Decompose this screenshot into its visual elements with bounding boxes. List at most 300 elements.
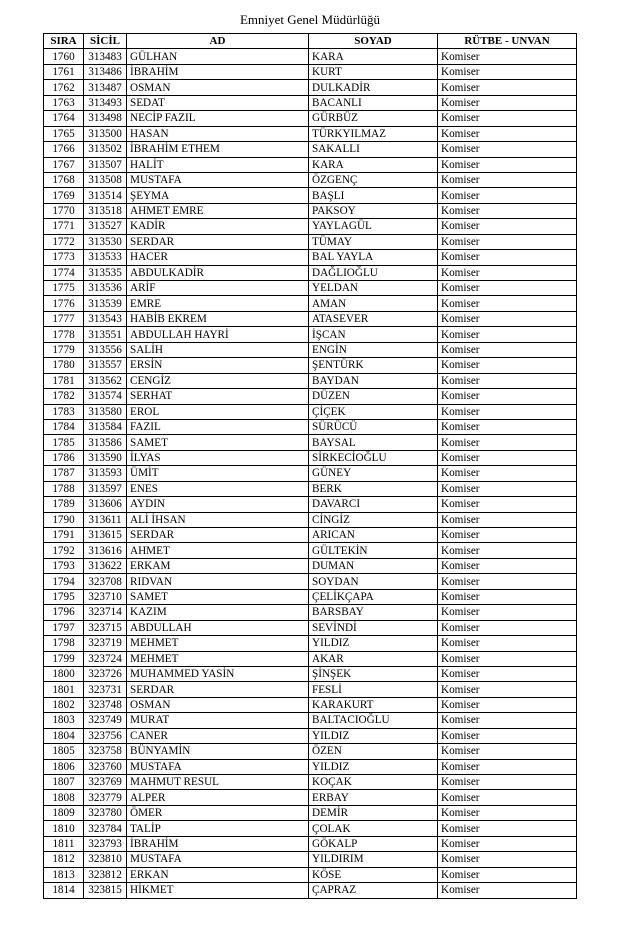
cell-ad: SERHAT: [127, 389, 309, 404]
table-row: [44, 296, 577, 311]
cell-soyad: YILDIZ: [309, 759, 438, 774]
cell-soyad: KÖSE: [309, 867, 438, 882]
table-row: [44, 697, 577, 712]
cell-rutbe-unvan: Komiser: [438, 419, 577, 434]
cell-sira: 1773: [44, 250, 84, 265]
cell-soyad: CİNGİZ: [309, 512, 438, 527]
cell-ad: ERKAN: [127, 867, 309, 882]
cell-ad: MUSTAFA: [127, 172, 309, 187]
cell-sira: 1771: [44, 219, 84, 234]
cell-sicil: 313514: [84, 188, 127, 203]
cell-ad: MEHMET: [127, 651, 309, 666]
cell-sira: 1774: [44, 265, 84, 280]
cell-ad: MUHAMMED YASİN: [127, 666, 309, 681]
cell-sira: 1788: [44, 481, 84, 496]
table-row: [44, 342, 577, 357]
cell-ad: SEDAT: [127, 95, 309, 110]
cell-ad: MUSTAFA: [127, 852, 309, 867]
table-row: [44, 481, 577, 496]
cell-rutbe-unvan: Komiser: [438, 281, 577, 296]
cell-sira: 1792: [44, 543, 84, 558]
cell-rutbe-unvan: Komiser: [438, 636, 577, 651]
cell-rutbe-unvan: Komiser: [438, 95, 577, 110]
cell-ad: AHMET EMRE: [127, 203, 309, 218]
cell-soyad: YILDIZ: [309, 728, 438, 743]
cell-ad: ARİF: [127, 281, 309, 296]
cell-soyad: ARICAN: [309, 528, 438, 543]
cell-rutbe-unvan: Komiser: [438, 805, 577, 820]
cell-rutbe-unvan: Komiser: [438, 728, 577, 743]
cell-soyad: ENGİN: [309, 342, 438, 357]
cell-ad: ALİ İHSAN: [127, 512, 309, 527]
cell-ad: ALPER: [127, 790, 309, 805]
cell-soyad: SİRKECİOĞLU: [309, 450, 438, 465]
table-row: [44, 327, 577, 342]
table-row: [44, 404, 577, 419]
cell-ad: EROL: [127, 404, 309, 419]
cell-ad: RIDVAN: [127, 574, 309, 589]
cell-sicil: 323780: [84, 805, 127, 820]
cell-sicil: 313590: [84, 450, 127, 465]
cell-sira: 1768: [44, 172, 84, 187]
table-row: [44, 744, 577, 759]
table-row: [44, 49, 577, 64]
cell-sicil: 313556: [84, 342, 127, 357]
column-header-soyad: SOYAD: [309, 34, 438, 49]
table-row: [44, 172, 577, 187]
table-row: [44, 790, 577, 805]
cell-sicil: 323715: [84, 620, 127, 635]
cell-sicil: 313486: [84, 64, 127, 79]
cell-sira: 1798: [44, 636, 84, 651]
cell-ad: HABİB EKREM: [127, 311, 309, 326]
cell-sira: 1801: [44, 682, 84, 697]
cell-rutbe-unvan: Komiser: [438, 188, 577, 203]
cell-sira: 1797: [44, 620, 84, 635]
cell-rutbe-unvan: Komiser: [438, 744, 577, 759]
table-row: [44, 265, 577, 280]
cell-rutbe-unvan: Komiser: [438, 666, 577, 681]
table-row: [44, 389, 577, 404]
cell-soyad: ŞİNŞEK: [309, 666, 438, 681]
cell-sira: 1775: [44, 281, 84, 296]
cell-soyad: GÜLTEKİN: [309, 543, 438, 558]
cell-rutbe-unvan: Komiser: [438, 435, 577, 450]
cell-rutbe-unvan: Komiser: [438, 589, 577, 604]
cell-sicil: 323710: [84, 589, 127, 604]
cell-soyad: KARAKURT: [309, 697, 438, 712]
cell-ad: TALİP: [127, 821, 309, 836]
table-row: [44, 605, 577, 620]
cell-soyad: BAL YAYLA: [309, 250, 438, 265]
table-row: [44, 419, 577, 434]
cell-rutbe-unvan: Komiser: [438, 821, 577, 836]
cell-sicil: 313615: [84, 528, 127, 543]
cell-rutbe-unvan: Komiser: [438, 126, 577, 141]
table-row: [44, 466, 577, 481]
cell-rutbe-unvan: Komiser: [438, 682, 577, 697]
cell-ad: HİKMET: [127, 883, 309, 898]
cell-sicil: 313530: [84, 234, 127, 249]
cell-rutbe-unvan: Komiser: [438, 450, 577, 465]
cell-sira: 1772: [44, 234, 84, 249]
cell-sicil: 323724: [84, 651, 127, 666]
cell-sicil: 323731: [84, 682, 127, 697]
cell-ad: İBRAHİM: [127, 64, 309, 79]
cell-sira: 1808: [44, 790, 84, 805]
cell-soyad: KOÇAK: [309, 775, 438, 790]
cell-sicil: 323748: [84, 697, 127, 712]
cell-soyad: YILDIRIM: [309, 852, 438, 867]
cell-ad: ENES: [127, 481, 309, 496]
cell-sicil: 323784: [84, 821, 127, 836]
cell-sicil: 313539: [84, 296, 127, 311]
cell-soyad: GÜNEY: [309, 466, 438, 481]
cell-rutbe-unvan: Komiser: [438, 497, 577, 512]
cell-sira: 1813: [44, 867, 84, 882]
cell-rutbe-unvan: Komiser: [438, 790, 577, 805]
cell-rutbe-unvan: Komiser: [438, 296, 577, 311]
cell-soyad: ÇİÇEK: [309, 404, 438, 419]
cell-soyad: ÇAPRAZ: [309, 883, 438, 898]
cell-sira: 1770: [44, 203, 84, 218]
table-row: [44, 219, 577, 234]
cell-ad: OSMAN: [127, 697, 309, 712]
cell-rutbe-unvan: Komiser: [438, 358, 577, 373]
cell-rutbe-unvan: Komiser: [438, 867, 577, 882]
table-row: [44, 188, 577, 203]
table-row: [44, 543, 577, 558]
cell-rutbe-unvan: Komiser: [438, 234, 577, 249]
table-row: [44, 95, 577, 110]
cell-ad: SAMET: [127, 589, 309, 604]
cell-sira: 1791: [44, 528, 84, 543]
cell-sira: 1784: [44, 419, 84, 434]
cell-sira: 1807: [44, 775, 84, 790]
cell-sicil: 323749: [84, 713, 127, 728]
table-row: [44, 64, 577, 79]
cell-soyad: BALTACIOĞLU: [309, 713, 438, 728]
cell-rutbe-unvan: Komiser: [438, 512, 577, 527]
cell-sira: 1776: [44, 296, 84, 311]
table-row: [44, 728, 577, 743]
cell-rutbe-unvan: Komiser: [438, 327, 577, 342]
cell-sira: 1769: [44, 188, 84, 203]
cell-sira: 1810: [44, 821, 84, 836]
cell-soyad: DAVARCI: [309, 497, 438, 512]
column-header-ad: AD: [127, 34, 309, 49]
cell-rutbe-unvan: Komiser: [438, 342, 577, 357]
table-row: [44, 759, 577, 774]
cell-rutbe-unvan: Komiser: [438, 883, 577, 898]
table-row: [44, 651, 577, 666]
cell-rutbe-unvan: Komiser: [438, 775, 577, 790]
cell-soyad: AKAR: [309, 651, 438, 666]
table-row: [44, 620, 577, 635]
cell-ad: SALİH: [127, 342, 309, 357]
table-row: [44, 80, 577, 95]
cell-ad: İBRAHİM ETHEM: [127, 142, 309, 157]
cell-ad: HASAN: [127, 126, 309, 141]
cell-soyad: İŞCAN: [309, 327, 438, 342]
cell-soyad: YILDIZ: [309, 636, 438, 651]
table-row: [44, 311, 577, 326]
cell-sira: 1787: [44, 466, 84, 481]
cell-sira: 1800: [44, 666, 84, 681]
table-row: [44, 111, 577, 126]
cell-ad: ÖMER: [127, 805, 309, 820]
cell-sira: 1790: [44, 512, 84, 527]
cell-sicil: 313622: [84, 558, 127, 573]
cell-soyad: PAKSOY: [309, 203, 438, 218]
cell-ad: ŞEYMA: [127, 188, 309, 203]
cell-sicil: 313500: [84, 126, 127, 141]
table-row: [44, 435, 577, 450]
cell-ad: ÜMİT: [127, 466, 309, 481]
cell-rutbe-unvan: Komiser: [438, 142, 577, 157]
cell-soyad: BARSBAY: [309, 605, 438, 620]
cell-sicil: 313527: [84, 219, 127, 234]
table-row: [44, 852, 577, 867]
cell-rutbe-unvan: Komiser: [438, 219, 577, 234]
cell-soyad: ÖZGENÇ: [309, 172, 438, 187]
cell-soyad: DAĞLIOĞLU: [309, 265, 438, 280]
cell-soyad: SEVİNDİ: [309, 620, 438, 635]
cell-rutbe-unvan: Komiser: [438, 558, 577, 573]
cell-sira: 1793: [44, 558, 84, 573]
table-row: [44, 497, 577, 512]
table-row: [44, 126, 577, 141]
cell-soyad: ATASEVER: [309, 311, 438, 326]
cell-sicil: 323810: [84, 852, 127, 867]
cell-soyad: BAYDAN: [309, 373, 438, 388]
cell-rutbe-unvan: Komiser: [438, 605, 577, 620]
cell-sira: 1777: [44, 311, 84, 326]
cell-ad: KADİR: [127, 219, 309, 234]
cell-sicil: 313616: [84, 543, 127, 558]
cell-sira: 1802: [44, 697, 84, 712]
table-row: [44, 142, 577, 157]
cell-sicil: 313518: [84, 203, 127, 218]
cell-ad: SAMET: [127, 435, 309, 450]
table-row: [44, 234, 577, 249]
cell-sicil: 313508: [84, 172, 127, 187]
cell-rutbe-unvan: Komiser: [438, 528, 577, 543]
cell-soyad: DÜZEN: [309, 389, 438, 404]
cell-ad: GÜLHAN: [127, 49, 309, 64]
cell-soyad: YAYLAGÜL: [309, 219, 438, 234]
cell-sira: 1804: [44, 728, 84, 743]
cell-sira: 1806: [44, 759, 84, 774]
cell-sira: 1785: [44, 435, 84, 450]
cell-rutbe-unvan: Komiser: [438, 203, 577, 218]
table-body: [44, 49, 577, 898]
cell-sicil: 313562: [84, 373, 127, 388]
cell-rutbe-unvan: Komiser: [438, 389, 577, 404]
cell-sicil: 323815: [84, 883, 127, 898]
cell-sicil: 323726: [84, 666, 127, 681]
table-row: [44, 867, 577, 882]
cell-rutbe-unvan: Komiser: [438, 265, 577, 280]
cell-sicil: 323758: [84, 744, 127, 759]
cell-sicil: 313536: [84, 281, 127, 296]
cell-soyad: ÖZEN: [309, 744, 438, 759]
cell-rutbe-unvan: Komiser: [438, 157, 577, 172]
cell-rutbe-unvan: Komiser: [438, 250, 577, 265]
cell-soyad: SOYDAN: [309, 574, 438, 589]
cell-soyad: KARA: [309, 49, 438, 64]
cell-ad: ABDULLAH: [127, 620, 309, 635]
cell-rutbe-unvan: Komiser: [438, 481, 577, 496]
cell-sira: 1812: [44, 852, 84, 867]
cell-sicil: 313493: [84, 95, 127, 110]
cell-rutbe-unvan: Komiser: [438, 836, 577, 851]
cell-soyad: TÜMAY: [309, 234, 438, 249]
cell-sira: 1779: [44, 342, 84, 357]
cell-ad: ABDULLAH HAYRİ: [127, 327, 309, 342]
cell-ad: AHMET: [127, 543, 309, 558]
table-row: [44, 281, 577, 296]
cell-rutbe-unvan: Komiser: [438, 852, 577, 867]
cell-ad: AYDIN: [127, 497, 309, 512]
cell-soyad: BAŞLI: [309, 188, 438, 203]
cell-soyad: TÜRKYILMAZ: [309, 126, 438, 141]
cell-ad: HALİT: [127, 157, 309, 172]
cell-soyad: YELDAN: [309, 281, 438, 296]
table-row: [44, 775, 577, 790]
cell-sicil: 313611: [84, 512, 127, 527]
table-row: [44, 157, 577, 172]
table-row: [44, 450, 577, 465]
cell-ad: HACER: [127, 250, 309, 265]
cell-ad: MAHMUT RESUL: [127, 775, 309, 790]
page-title: Emniyet Genel Müdürlüğü: [239, 12, 381, 27]
column-header-sicil: SİCİL: [84, 34, 127, 49]
cell-rutbe-unvan: Komiser: [438, 404, 577, 419]
cell-rutbe-unvan: Komiser: [438, 311, 577, 326]
cell-sicil: 313533: [84, 250, 127, 265]
cell-sira: 1760: [44, 49, 84, 64]
cell-soyad: AMAN: [309, 296, 438, 311]
cell-rutbe-unvan: Komiser: [438, 80, 577, 95]
cell-sicil: 323756: [84, 728, 127, 743]
cell-ad: İLYAS: [127, 450, 309, 465]
cell-sicil: 323769: [84, 775, 127, 790]
cell-sicil: 313551: [84, 327, 127, 342]
cell-soyad: SÜRÜCÜ: [309, 419, 438, 434]
table-row: [44, 821, 577, 836]
table-row: [44, 805, 577, 820]
cell-ad: MUSTAFA: [127, 759, 309, 774]
cell-sira: 1783: [44, 404, 84, 419]
table-row: [44, 358, 577, 373]
cell-sicil: 313586: [84, 435, 127, 450]
cell-sira: 1796: [44, 605, 84, 620]
cell-sicil: 313498: [84, 111, 127, 126]
cell-sira: 1766: [44, 142, 84, 157]
cell-soyad: KURT: [309, 64, 438, 79]
column-header-rutbe-unvan: RÜTBE - UNVAN: [438, 34, 577, 49]
cell-soyad: KARA: [309, 157, 438, 172]
cell-rutbe-unvan: Komiser: [438, 466, 577, 481]
cell-rutbe-unvan: Komiser: [438, 64, 577, 79]
cell-sira: 1803: [44, 713, 84, 728]
cell-sira: 1795: [44, 589, 84, 604]
cell-sira: 1814: [44, 883, 84, 898]
table-row: [44, 682, 577, 697]
cell-sira: 1780: [44, 358, 84, 373]
cell-soyad: FESLİ: [309, 682, 438, 697]
table-row: [44, 250, 577, 265]
cell-rutbe-unvan: Komiser: [438, 49, 577, 64]
cell-sira: 1778: [44, 327, 84, 342]
cell-soyad: ERBAY: [309, 790, 438, 805]
table-row: [44, 373, 577, 388]
cell-rutbe-unvan: Komiser: [438, 697, 577, 712]
cell-sicil: 313580: [84, 404, 127, 419]
table-row: [44, 512, 577, 527]
cell-sicil: 313487: [84, 80, 127, 95]
cell-sicil: 323760: [84, 759, 127, 774]
cell-sicil: 323708: [84, 574, 127, 589]
cell-sira: 1763: [44, 95, 84, 110]
cell-ad: KAZIM: [127, 605, 309, 620]
cell-ad: OSMAN: [127, 80, 309, 95]
cell-sicil: 313535: [84, 265, 127, 280]
cell-soyad: GÜRBÜZ: [309, 111, 438, 126]
cell-rutbe-unvan: Komiser: [438, 713, 577, 728]
cell-rutbe-unvan: Komiser: [438, 373, 577, 388]
cell-ad: NECİP FAZIL: [127, 111, 309, 126]
table-row: [44, 713, 577, 728]
cell-sira: 1764: [44, 111, 84, 126]
table-row: [44, 636, 577, 651]
cell-ad: CANER: [127, 728, 309, 743]
cell-ad: FAZIL: [127, 419, 309, 434]
cell-sicil: 323793: [84, 836, 127, 851]
cell-sira: 1809: [44, 805, 84, 820]
table-row: [44, 883, 577, 898]
cell-soyad: ŞENTÜRK: [309, 358, 438, 373]
table-row: [44, 574, 577, 589]
table-row: [44, 589, 577, 604]
cell-ad: İBRAHİM: [127, 836, 309, 851]
cell-soyad: BAYSAL: [309, 435, 438, 450]
table-row: [44, 558, 577, 573]
cell-soyad: ÇELİKÇAPA: [309, 589, 438, 604]
cell-ad: ERSİN: [127, 358, 309, 373]
cell-sicil: 313574: [84, 389, 127, 404]
table-header-row: [44, 34, 577, 49]
cell-soyad: BACANLI: [309, 95, 438, 110]
cell-sira: 1761: [44, 64, 84, 79]
cell-sicil: 323812: [84, 867, 127, 882]
cell-rutbe-unvan: Komiser: [438, 543, 577, 558]
cell-soyad: DEMİR: [309, 805, 438, 820]
cell-sicil: 323714: [84, 605, 127, 620]
cell-rutbe-unvan: Komiser: [438, 651, 577, 666]
cell-sicil: 313606: [84, 497, 127, 512]
cell-ad: SERDAR: [127, 682, 309, 697]
cell-sicil: 313597: [84, 481, 127, 496]
cell-sicil: 313584: [84, 419, 127, 434]
cell-rutbe-unvan: Komiser: [438, 574, 577, 589]
cell-ad: CENGİZ: [127, 373, 309, 388]
cell-soyad: SAKALLI: [309, 142, 438, 157]
cell-ad: MURAT: [127, 713, 309, 728]
cell-sira: 1805: [44, 744, 84, 759]
cell-rutbe-unvan: Komiser: [438, 111, 577, 126]
